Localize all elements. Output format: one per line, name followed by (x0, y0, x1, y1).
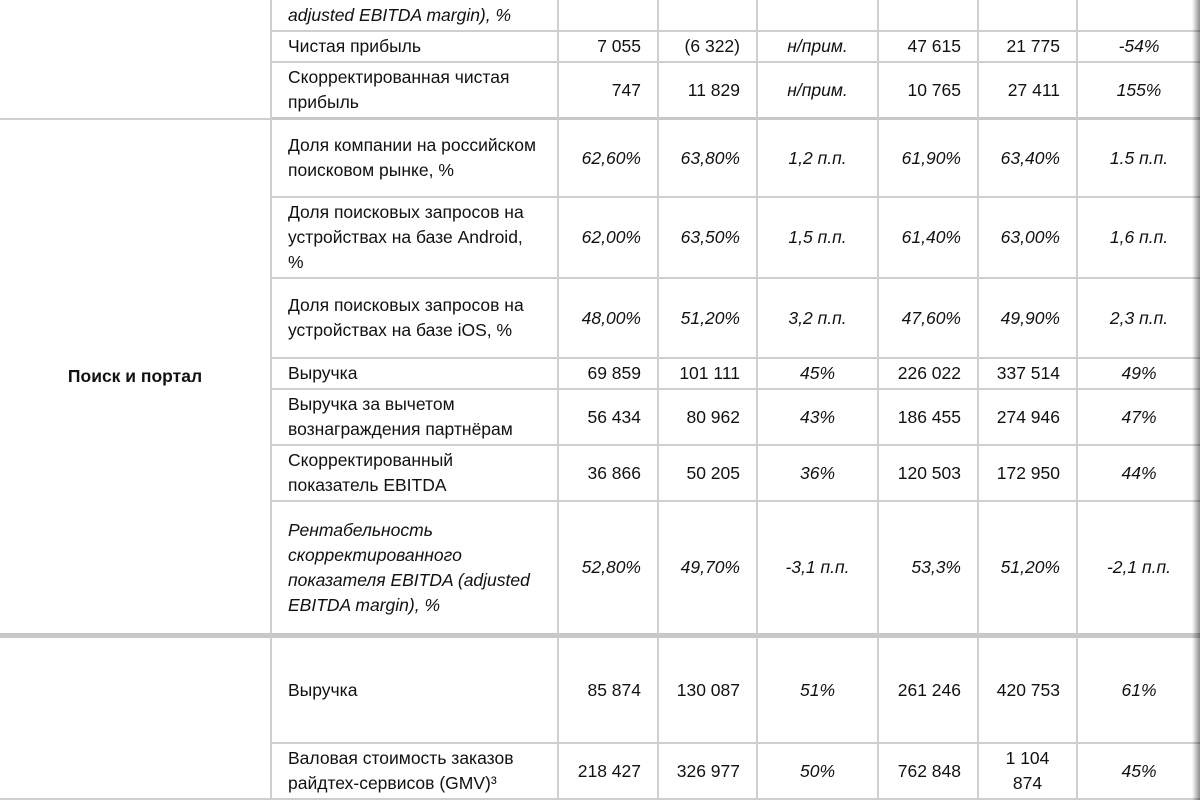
cell-value: 56 434 (559, 390, 659, 446)
cell-value: 49,70% (659, 502, 758, 636)
cell-change: 45% (1078, 744, 1200, 800)
row-label: Доля компании на российском поисковом рынке, % (272, 120, 559, 198)
row-label: Выручка (272, 359, 559, 390)
cell-value: 47,60% (879, 279, 979, 359)
row-label: Выручка за вычетом вознаграждения партнёрам (272, 390, 559, 446)
segment-name: Поиск и портал (0, 120, 272, 636)
cell-change (1078, 0, 1200, 32)
cell-change: 1,6 п.п. (1078, 198, 1200, 279)
page-edge-shadow (1192, 0, 1200, 800)
row-label: Доля поисковых запросов на устройствах на базе iOS, % (272, 279, 559, 359)
row-label: Рентабельность скорректированного показателя EBITDA (adjusted EBITDA margin), % (272, 502, 559, 636)
cell-value: 62,60% (559, 120, 659, 198)
cell-value: 10 765 (879, 63, 979, 120)
cell-value: 21 775 (979, 32, 1078, 63)
row-label: Чистая прибыль (272, 32, 559, 63)
cell-change: 50% (758, 744, 879, 800)
cell-value: 49,90% (979, 279, 1078, 359)
cell-value: 218 427 (559, 744, 659, 800)
cell-value: 47 615 (879, 32, 979, 63)
cell-value: 762 848 (879, 744, 979, 800)
cell-change: 36% (758, 446, 879, 502)
segment-cell (0, 636, 272, 800)
cell-change: 3,2 п.п. (758, 279, 879, 359)
cell-value: 51,20% (659, 279, 758, 359)
cell-value: 63,80% (659, 120, 758, 198)
cell-value: 326 977 (659, 744, 758, 800)
cell-change: -3,1 п.п. (758, 502, 879, 636)
cell-value: 11 829 (659, 63, 758, 120)
row-label: Доля поисковых запросов на устройствах на базе Android, % (272, 198, 559, 279)
cell-value: 747 (559, 63, 659, 120)
cell-change: 2,3 п.п. (1078, 279, 1200, 359)
cell-value: 27 411 (979, 63, 1078, 120)
cell-value (979, 0, 1078, 32)
cell-change: н/прим. (758, 63, 879, 120)
row-label: Выручка (272, 636, 559, 744)
cell-value: 61,90% (879, 120, 979, 198)
cell-value: 53,3% (879, 502, 979, 636)
cell-change: 47% (1078, 390, 1200, 446)
cell-value: 63,40% (979, 120, 1078, 198)
cell-value: 274 946 (979, 390, 1078, 446)
cell-change: 1.5 п.п. (1078, 120, 1200, 198)
cell-value: 48,00% (559, 279, 659, 359)
cell-change: 1,2 п.п. (758, 120, 879, 198)
cell-value: 186 455 (879, 390, 979, 446)
cell-change: н/прим. (758, 32, 879, 63)
cell-value: 130 087 (659, 636, 758, 744)
cell-change: 44% (1078, 446, 1200, 502)
cell-change: 49% (1078, 359, 1200, 390)
row-label: adjusted EBITDA margin), % (272, 0, 559, 32)
row-label: Валовая стоимость заказов райдтех-сервисов (GMV)³ (272, 744, 559, 800)
cell-value: 36 866 (559, 446, 659, 502)
cell-change: -2,1 п.п. (1078, 502, 1200, 636)
cell-value: (6 322) (659, 32, 758, 63)
cell-value: 420 753 (979, 636, 1078, 744)
cell-value: 7 055 (559, 32, 659, 63)
cell-value: 101 111 (659, 359, 758, 390)
cell-change: -54% (1078, 32, 1200, 63)
cell-value (659, 0, 758, 32)
cell-value: 337 514 (979, 359, 1078, 390)
cell-value: 261 246 (879, 636, 979, 744)
cell-value: 52,80% (559, 502, 659, 636)
cell-value: 61,40% (879, 198, 979, 279)
cell-change: 155% (1078, 63, 1200, 120)
cell-value: 226 022 (879, 359, 979, 390)
cell-change: 61% (1078, 636, 1200, 744)
cell-change (758, 0, 879, 32)
cell-value: 51,20% (979, 502, 1078, 636)
cell-value: 1 104 874 (979, 744, 1078, 800)
table-row (0, 120, 1200, 198)
cell-value: 172 950 (979, 446, 1078, 502)
cell-change: 51% (758, 636, 879, 744)
cell-value (559, 0, 659, 32)
cell-change: 1,5 п.п. (758, 198, 879, 279)
cell-value (879, 0, 979, 32)
cell-value: 63,00% (979, 198, 1078, 279)
cell-change: 45% (758, 359, 879, 390)
table-row (0, 0, 1200, 32)
cell-value: 85 874 (559, 636, 659, 744)
cell-change: 43% (758, 390, 879, 446)
segment-cell (0, 0, 272, 120)
cell-value: 63,50% (659, 198, 758, 279)
cell-value: 80 962 (659, 390, 758, 446)
cell-value: 69 859 (559, 359, 659, 390)
cell-value: 120 503 (879, 446, 979, 502)
table-row (0, 636, 1200, 744)
cell-value: 62,00% (559, 198, 659, 279)
row-label: Скорректированная чистая прибыль (272, 63, 559, 120)
cell-value: 50 205 (659, 446, 758, 502)
row-label: Скорректированный показатель EBITDA (272, 446, 559, 502)
